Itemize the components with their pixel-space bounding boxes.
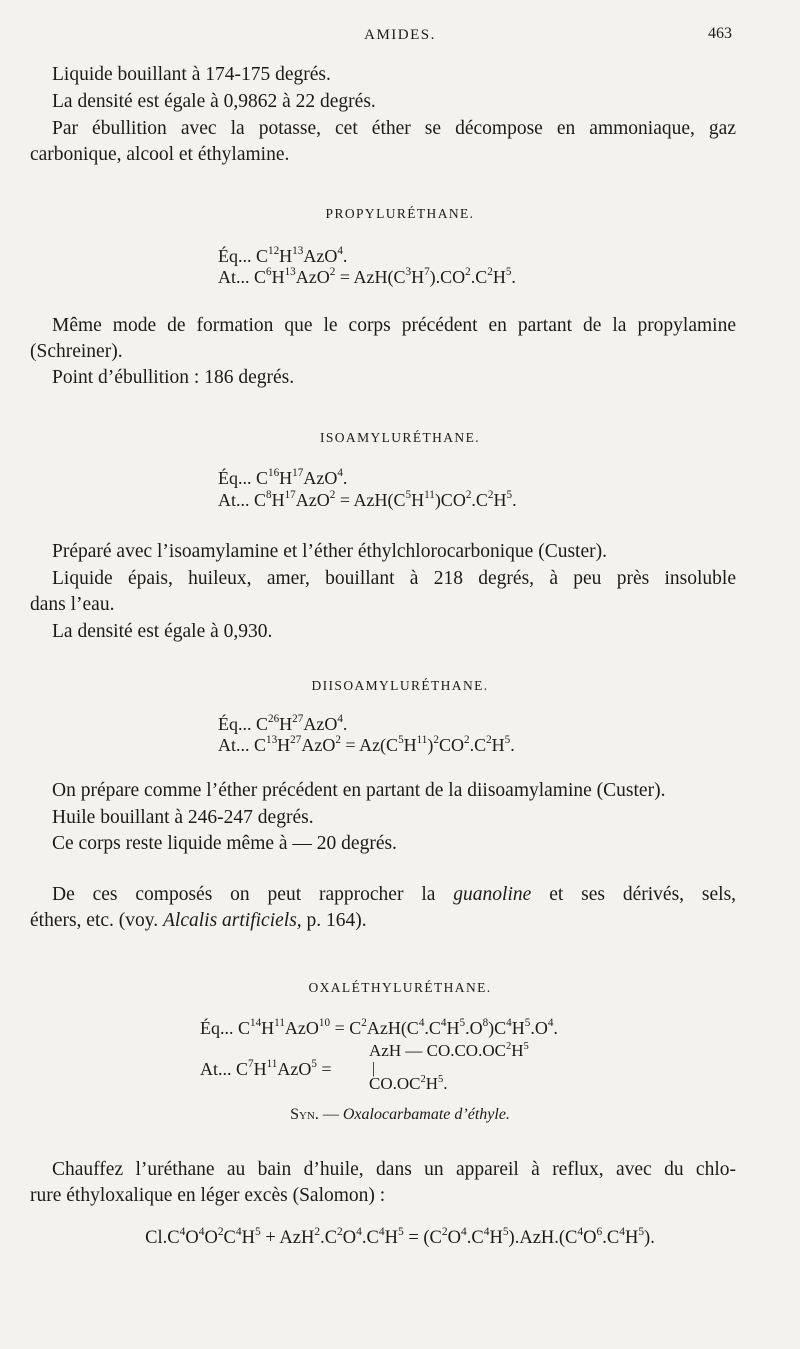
oxalethyl-structure-top: AzH — $CO.CO.OC^2H^5$ [369, 1040, 529, 1060]
cross-reference-title: Alcalis artificiels, [163, 910, 302, 931]
guanoline-term: guanoline [453, 884, 532, 905]
related-text: De ces composés on peut rapprocher la [52, 884, 436, 905]
propyl-eq-formula: Éq... $C^{12}H^{13}AzO^4$. [218, 245, 348, 266]
oxalethyl-text-line1: Chauffez l’uréthane au bain d’huile, dans un appareil à reflux, avec du chlo- [52, 1159, 736, 1180]
isoamyl-density: La densité est égale à 0,930. [52, 621, 273, 642]
related-line1 [52, 882, 736, 908]
at-label: At... [218, 735, 250, 755]
page-number: 463 [708, 25, 732, 42]
eq-label: Éq... [218, 468, 252, 488]
isoamyl-properties-line2: dans l’eau. [30, 594, 115, 615]
eq-label: Éq... [200, 1018, 234, 1038]
diisoamyl-boiling-point: Huile bouillant à 246-247 degrés. [52, 807, 314, 828]
synonym-line [0, 1106, 800, 1124]
diisoamyl-liquid-note: Ce corps reste liquide même à — 20 degrés. [52, 833, 397, 854]
isoamyl-properties-line1: Liquide épais, huileux, amer, bouillant à 218 degrés, à peu près insoluble [52, 568, 736, 589]
structure-bond-line: | [372, 1060, 376, 1077]
reaction-equation: $Cl.C^4O^4O^2C^4H^5 + AzH^2.C^2O^4.C^4H^5 = (C^2O^4.C^4H^5).AzH.(C^4O^6.C^4H^5)$. [145, 1226, 655, 1248]
section-heading-propylurethane: PROPYLURÉTHANE. [325, 206, 475, 221]
synonym-name: Oxalocarbamate d’éthyle. [342, 1106, 510, 1123]
synonym-dash: — [322, 1106, 339, 1123]
at-label: At... [218, 267, 250, 287]
oxalethyl-structure-bottom: $CO.OC^2H^5$. [369, 1073, 448, 1093]
isoamyl-at-formula: At... $C^8H^{17}AzO^2 = AzH(C^5H^{11})CO^2.C^2H^5$. [218, 489, 517, 510]
oxalethyl-text-line2: rure éthyloxalique en léger excès (Salomon) : [30, 1185, 386, 1206]
eq-label: Éq... [218, 246, 252, 266]
related-text: p. 164). [306, 910, 367, 931]
propyl-boiling-point: Point d’ébullition : 186 degrés. [52, 367, 295, 388]
eq-label: Éq... [218, 714, 252, 734]
section-heading-oxalethylurethane: OXALÉTHYLURÉTHANE. [308, 980, 492, 995]
intro-boiling-point: Liquide bouillant à 174-175 degrés. [52, 64, 331, 85]
running-header-title: AMIDES. [364, 27, 436, 43]
intro-density: La densité est égale à 0,9862 à 22 degrés. [52, 91, 376, 112]
intro-decomposition-line2: carbonique, alcool et éthylamine. [30, 144, 290, 165]
isoamyl-preparation: Préparé avec l’isoamylamine et l’éther éthylchlorocarbonique (Custer). [52, 541, 607, 562]
intro-decomposition-line1: Par ébullition avec la potasse, cet éther se décompose en ammoniaque, gaz [52, 118, 736, 139]
synonym-label: Syn. [290, 1106, 319, 1123]
propyl-at-formula: At... $C^6H^{13}AzO^2 = AzH(C^3H^7).CO^2.C^2H^5$. [218, 266, 516, 287]
isoamyl-eq-formula: Éq... $C^{16}H^{17}AzO^4$. [218, 467, 348, 488]
related-text: et ses dérivés, sels, [549, 884, 737, 905]
at-label: At... [218, 490, 250, 510]
related-text: éthers, etc. (voy. [30, 910, 159, 931]
diisoamyl-at-formula: At... $C^{13}H^{27}AzO^2 = Az(C^5H^{11})^2CO^2.C^2H^5$. [218, 734, 515, 755]
section-heading-diisoamylurethane: DIISOAMYLURÉTHANE. [311, 678, 489, 693]
at-label: At... [200, 1059, 232, 1079]
oxalethyl-eq-formula: Éq... $C^{14}H^{11}AzO^{10} = C^2AzH(C^4.C^4H^5.O^8)C^4H^5.O^4$. [200, 1017, 558, 1038]
section-heading-isoamylurethane: ISOAMYLURÉTHANE. [319, 430, 481, 445]
propyl-text-line1: Même mode de formation que le corps précédent en partant de la propylamine [52, 315, 736, 336]
propyl-text-line2: (Schreiner). [30, 341, 123, 362]
diisoamyl-preparation: On prépare comme l’éther précédent en partant de la diisoamylamine (Custer). [52, 780, 666, 801]
oxalethyl-at-formula: At... $C^7H^{11}AzO^5$ = [200, 1058, 332, 1079]
diisoamyl-eq-formula: Éq... $C^{26}H^{27}AzO^4$. [218, 713, 348, 734]
related-line2 [30, 908, 367, 934]
